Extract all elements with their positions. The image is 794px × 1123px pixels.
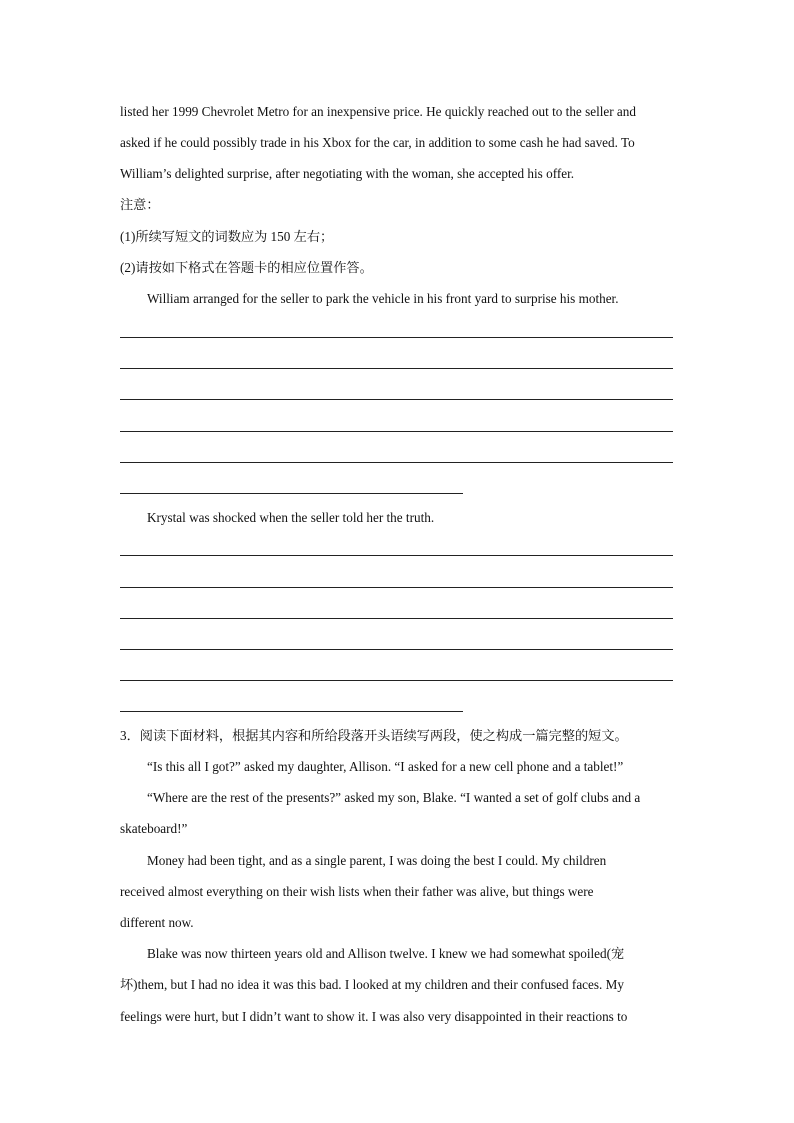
notes-title: 注意： (120, 197, 160, 212)
answer-line (120, 462, 673, 463)
notes-item: (1)所续写短文的词数应为 150 左右； (120, 229, 334, 244)
passage-line: received almost everything on their wish lists when their father was alive, but things were (120, 884, 594, 899)
passage-line: 坏)them, but I had no idea it was this bad. I looked at my children and their confused faces. My (120, 977, 624, 992)
answer-line (120, 618, 673, 619)
answer-line (120, 493, 463, 494)
continuation-prompt: William arranged for the seller to park the vehicle in his front yard to surprise his mother. (147, 291, 619, 306)
intro-line: William’s delighted surprise, after negotiating with the woman, she accepted his offer. (120, 166, 575, 181)
passage-line: Blake was now thirteen years old and Allison twelve. I knew we had somewhat spoiled(宠 (147, 946, 625, 961)
answer-line (120, 555, 673, 556)
passage-line: feelings were hurt, but I didn’t want to show it. I was also very disappointed in their reactions to (120, 1009, 628, 1024)
answer-line (120, 337, 673, 338)
answer-line (120, 649, 673, 650)
answer-line (120, 431, 673, 432)
intro-line: asked if he could possibly trade in his Xbox for the car, in addition to some cash he had saved. To (120, 135, 635, 150)
answer-line (120, 680, 673, 681)
passage-line: skateboard!” (120, 821, 188, 836)
passage-line: “Is this all I got?” asked my daughter, Allison. “I asked for a new cell phone and a tablet!” (147, 759, 624, 774)
passage-line: different now. (120, 915, 194, 930)
continuation-prompt: Krystal was shocked when the seller told her the truth. (147, 510, 435, 525)
answer-line (120, 399, 673, 400)
passage-line: Money had been tight, and as a single parent, I was doing the best I could. My children (147, 853, 607, 868)
passage-line: “Where are the rest of the presents?” asked my son, Blake. “I wanted a set of golf clubs and a (147, 790, 641, 805)
answer-line (120, 368, 673, 369)
intro-line: listed her 1999 Chevrolet Metro for an inexpensive price. He quickly reached out to the seller and (120, 104, 636, 119)
notes-item: (2)请按如下格式在答题卡的相应位置作答。 (120, 260, 373, 275)
answer-line (120, 711, 463, 712)
question-heading: 3．阅读下面材料，根据其内容和所给段落开头语续写两段，使之构成一篇完整的短文。 (120, 728, 628, 743)
answer-line (120, 587, 673, 588)
